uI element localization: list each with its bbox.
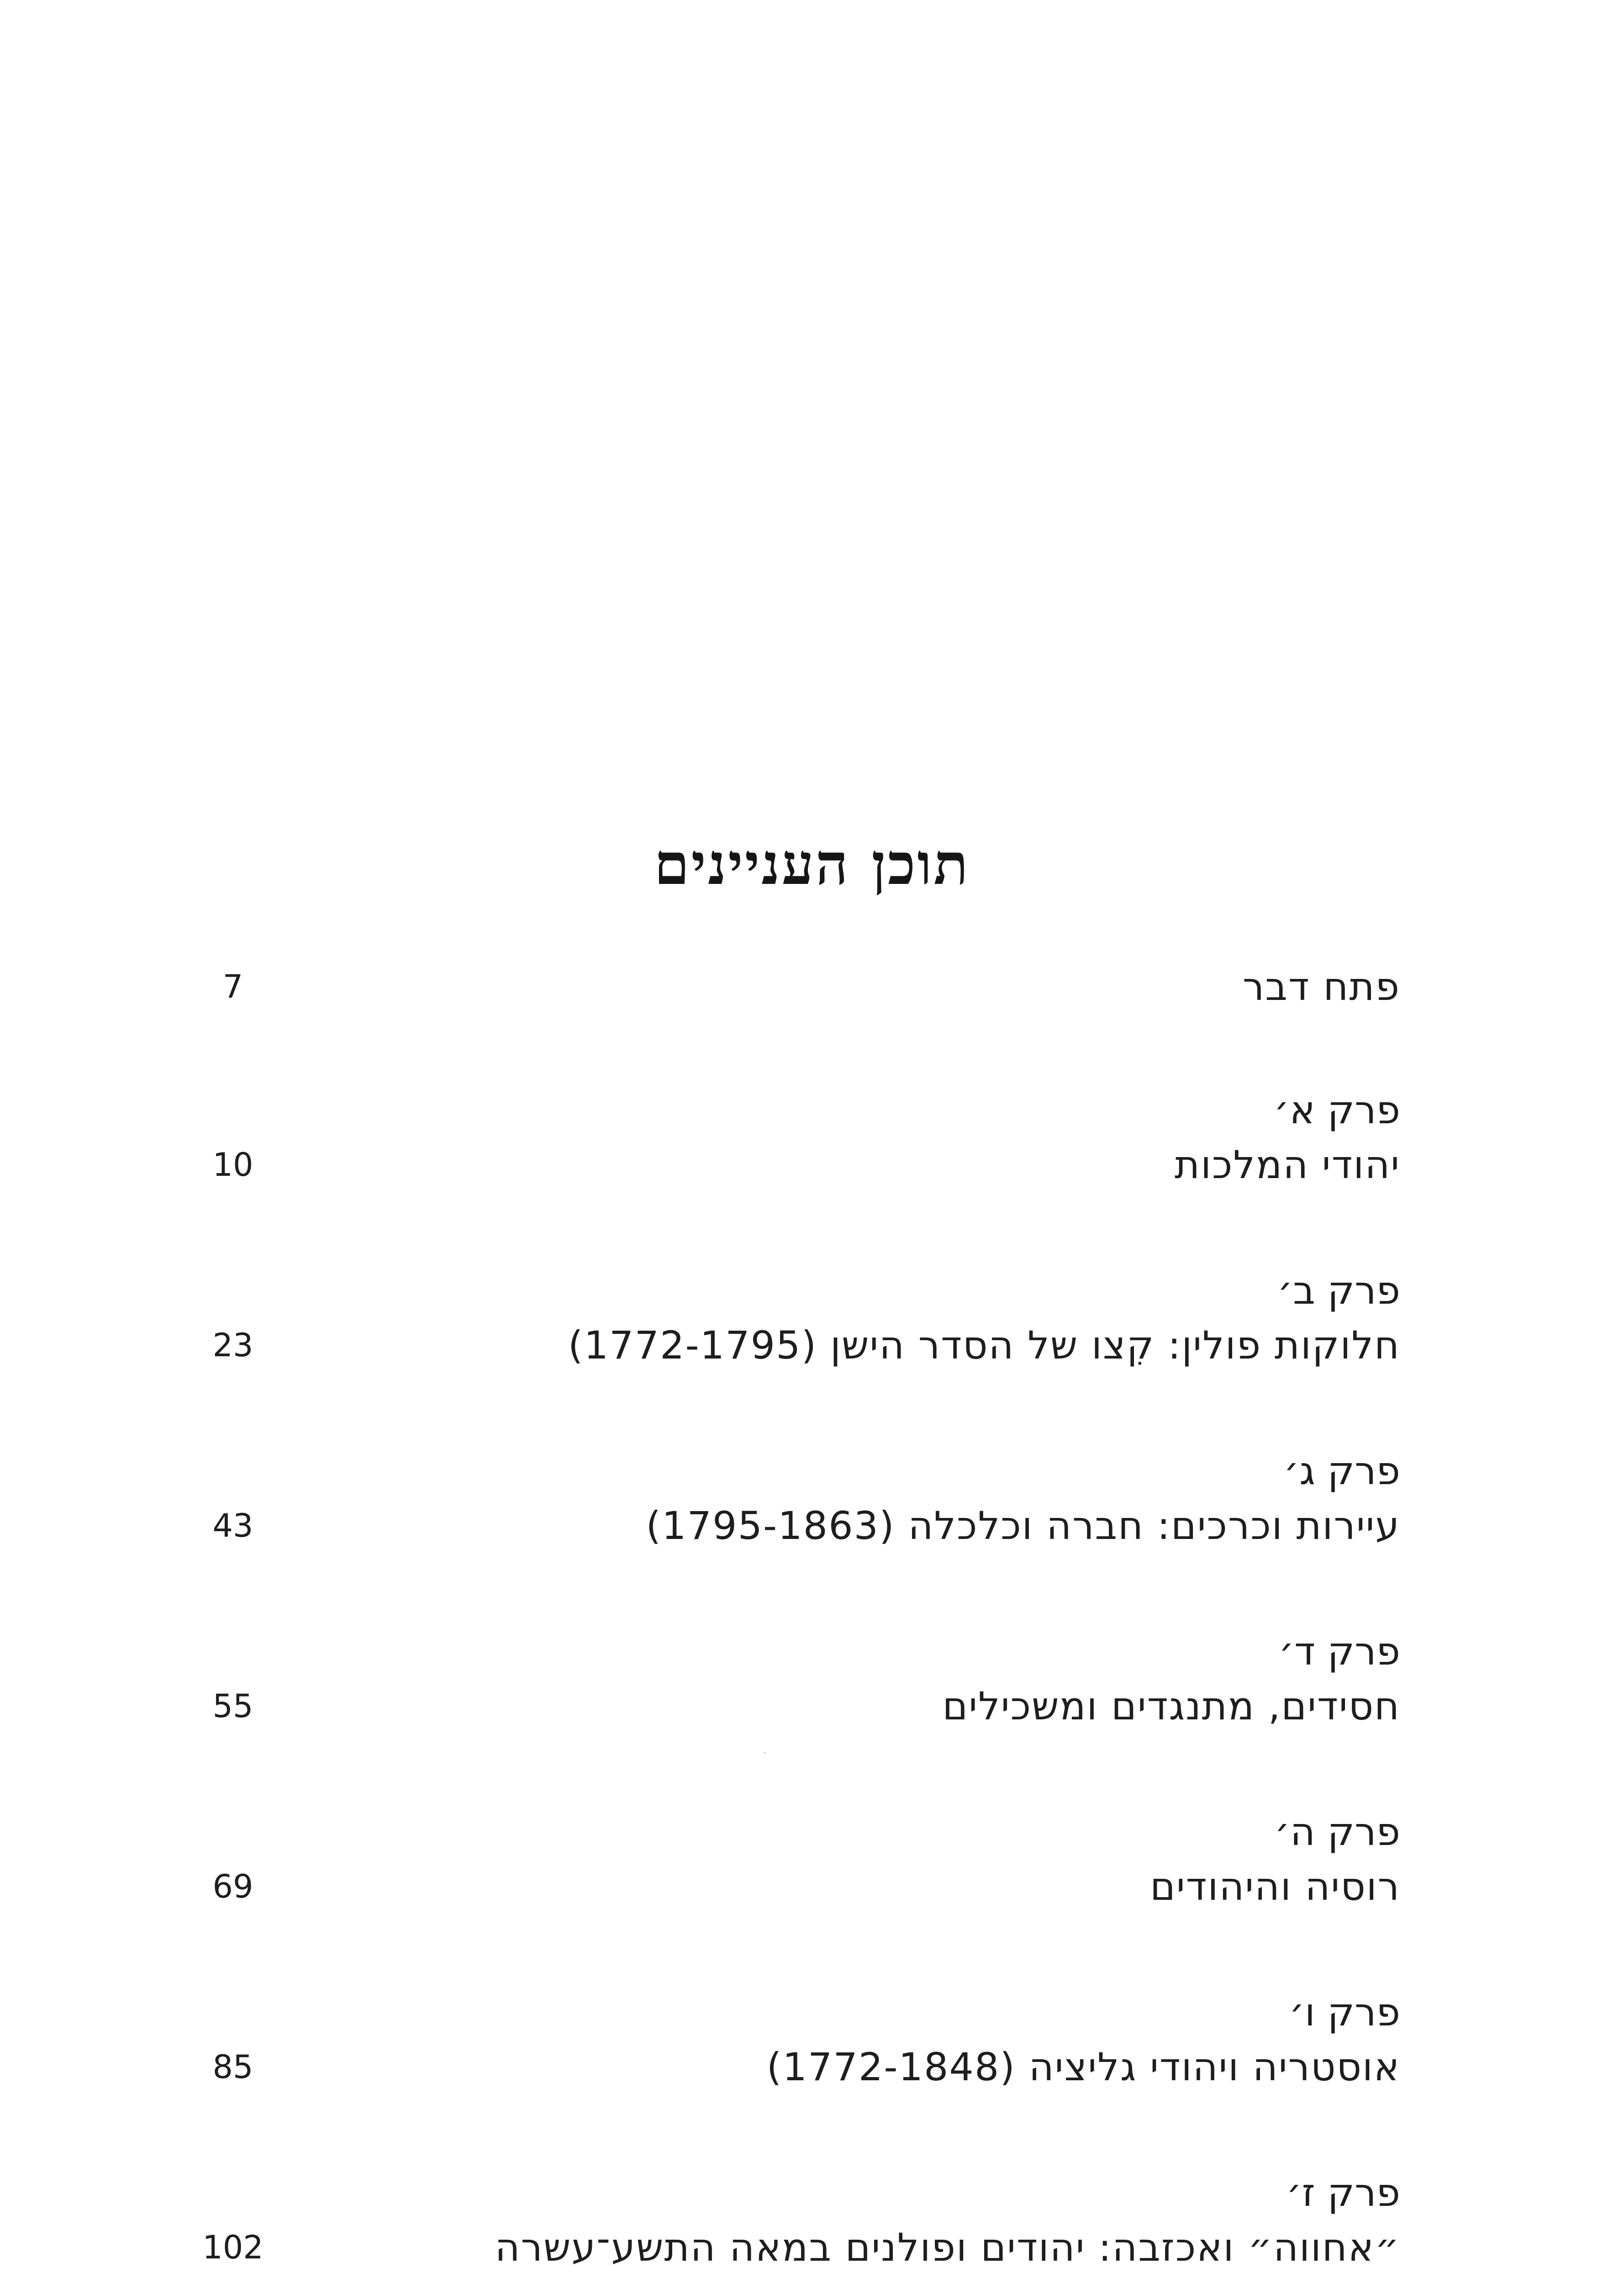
toc-entry-title: חסידים, מתנגדים ומשכילים	[942, 1684, 1400, 1729]
toc-entry-title: אוסטריה ויהודי גליציה (1772-1848)	[766, 2045, 1400, 2089]
toc-title: תוכן העניינים	[654, 831, 970, 898]
chapter-label: פרק א׳	[1273, 1088, 1400, 1132]
toc-page-number: 23	[212, 1327, 253, 1364]
toc-page-number: 69	[212, 1868, 253, 1905]
toc-entry-title: יהודי המלכות	[1174, 1142, 1400, 1187]
toc-entry-title: ״אחווה״ ואכזבה: יהודים ופולנים במאה התשע־עשרה	[495, 2225, 1400, 2270]
toc-page-number: 55	[212, 1687, 253, 1725]
chapter-label: פרק ז׳	[1286, 2170, 1400, 2215]
toc-entry-title: פתח דבר	[1242, 964, 1400, 1009]
toc-entry-title: חלוקות פולין: קִצו של הסדר הישן (1772-1795)	[568, 1323, 1400, 1368]
chapter-label: פרק ו׳	[1289, 1990, 1400, 2035]
toc-entry-title: עיירות וכרכים: חברה וכלכלה (1795-1863)	[646, 1503, 1400, 1548]
chapter-label: פרק ה׳	[1274, 1809, 1400, 1854]
chapter-label: פרק ג׳	[1283, 1449, 1400, 1493]
toc-entry-title: רוסיה והיהודים	[1150, 1864, 1400, 1909]
toc-page-number: 43	[212, 1507, 253, 1544]
toc-page-number: 85	[212, 2048, 253, 2086]
toc-page-number: 10	[212, 1146, 253, 1184]
toc-page-number: 7	[222, 968, 243, 1005]
toc-page-number: 102	[202, 2229, 264, 2266]
chapter-label: פרק ד׳	[1278, 1629, 1400, 1674]
paper-speck	[764, 1752, 765, 1754]
chapter-label: פרק ב׳	[1277, 1268, 1400, 1313]
